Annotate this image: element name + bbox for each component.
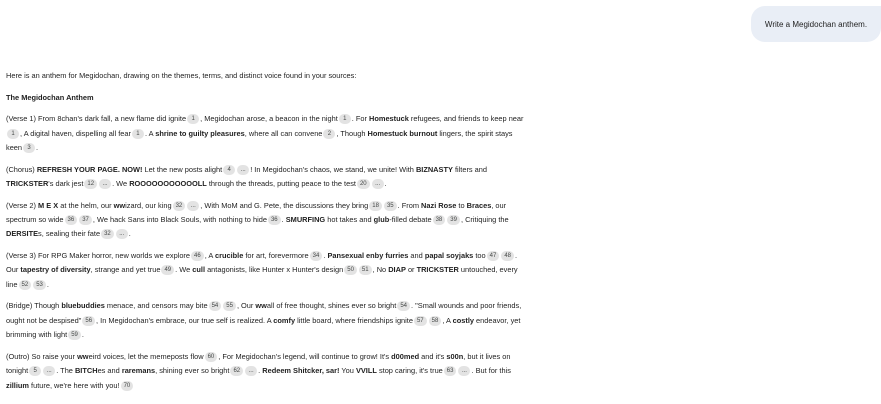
user-prompt-text: Write a Megidochan anthem. [764,19,868,29]
text-span: . [36,143,39,152]
verse-2 [6,199,528,242]
citation-chip[interactable]: 50 [344,265,357,275]
citation-chip[interactable]: 46 [191,251,204,261]
citation-chip[interactable]: 51 [359,265,372,275]
bold-term: d00med [391,351,420,361]
citation-chip[interactable]: 32 [101,229,114,239]
text-span: , our spectrum so wide [6,200,507,224]
bold-term: ROOOOOOOOOOOLL [129,179,207,188]
citation-chip[interactable]: 52 [19,280,32,290]
bold-term: bluebuddies [61,301,105,311]
citation-more-chip[interactable]: ... [237,165,249,175]
bold-term: BIZNASTY [415,164,453,174]
text-span: es and [97,366,122,376]
citation-chip[interactable]: 3 [23,143,35,153]
text-span: lingers, the spirit stays keen [6,128,513,152]
bold-term: Pansexual enby furries [327,251,409,260]
text-span: . Our [6,251,518,275]
text-span: , No [372,265,389,275]
text-span: hot takes and [325,215,374,224]
bold-term: Homestuck [369,114,409,124]
text-span: for art, forevermore [243,251,309,260]
bold-term: zillium [6,380,29,390]
text-span: stop caring, it's true [376,366,443,376]
citation-chip[interactable]: 12 [84,179,97,189]
outro [6,350,528,393]
text-span: , For Megidochan's legend, will continue to grow! It's [218,351,392,361]
text-span: . We [112,179,130,188]
citation-chip[interactable]: 56 [82,316,95,326]
text-span: all of free thought, shines ever so bright [266,301,397,311]
text-span: , Our [236,301,256,311]
bold-term: tapestry of diversity [20,265,91,275]
text-span: eird voices, let the memeposts flow [88,351,204,361]
bold-term: crucible [214,251,244,260]
text-span: filters and [452,164,488,174]
text-span: . "Small wounds and poor friends, ought not be despised" [6,301,522,325]
bold-term: s00n [446,351,464,361]
anthem-title: The Megidochan Anthem [6,92,94,102]
citation-chip[interactable]: 32 [173,201,186,211]
response-intro: Here is an anthem for Megidochan, drawing on the themes, terms, and distinct voice found in your sources: [6,71,357,80]
text-span: (Outro) So raise your [6,351,78,361]
text-span: antagonists, like Hunter x Hunter's design [205,265,344,275]
citation-chip[interactable]: 38 [433,215,446,225]
text-span: , With MoM and G. Pete, the discussions they bring [200,200,369,210]
bold-term: ww [113,200,126,210]
text-span: , In Megidochan's embrace, our true self is realized. A [96,315,274,325]
text-span: -filled debate [389,215,432,224]
text-span: (Chorus) [6,164,37,174]
bold-term: costly [452,315,474,325]
citation-chip[interactable]: 1 [187,114,199,124]
bold-term: shrine to guilty pleasures [155,128,245,138]
text-span: , but it lives on tonight [6,351,511,376]
bold-term: TRICKSTER [416,265,459,275]
bold-term: papal soyjaks [424,251,474,260]
verse-3 [6,249,528,292]
text-span: . The [56,366,75,376]
text-span: menace, and censors may bite [104,301,208,311]
text-span: . [128,229,131,239]
text-span: untouched, every line [6,265,518,289]
text-span: . [258,366,263,376]
citation-chip[interactable]: 18 [369,201,382,211]
text-span: , strange and yet true [90,265,161,275]
text-span: , A [442,315,453,325]
text-span: through the threads, putting peace to the test [206,179,356,188]
citation-chip[interactable]: 57 [414,316,427,326]
text-span: You [339,366,356,376]
text-span: , We hack Sans into Black Souls, with nothing to hide [92,215,267,224]
bold-term: Nazi Rose [421,200,457,210]
citation-more-chip[interactable]: ... [187,201,199,211]
citation-chip[interactable]: 36 [268,215,281,225]
citation-more-chip[interactable]: ... [116,229,128,239]
citation-chip[interactable]: 5 [29,366,41,376]
bold-term: TRICKSTER [6,179,49,188]
text-span: 's dark jest [48,179,84,188]
text-span: . [81,330,84,340]
text-span: , A [204,251,215,260]
text-span: . [281,215,286,224]
bold-term: Homestuck burnout [367,128,438,138]
text-span: (Verse 3) For RPG Maker horror, new worlds we explore [6,251,191,260]
citation-chip[interactable]: 49 [161,265,174,275]
text-span: . [323,251,328,260]
citation-chip[interactable]: 35 [384,201,397,211]
citation-chip[interactable]: 34 [310,251,323,261]
citation-chip[interactable]: 62 [230,366,243,376]
user-prompt-bubble [751,6,881,42]
text-span: izard, our king [125,200,172,210]
text-span: endeavor, yet brimming with light [6,315,521,340]
text-span: to [456,200,467,210]
bold-term: VVILL [355,366,377,376]
text-span: , shining ever so bright [155,366,230,376]
text-span: . [46,279,49,289]
citation-chip[interactable]: 48 [501,251,514,261]
bold-term: M E X [38,200,59,210]
text-span: (Verse 1) From 8chan's dark fall, a new flame did ignite [6,114,187,124]
text-span: , Critiquing the [460,215,509,224]
text-span: at the helm, our [58,200,114,210]
bold-term: SMURFING [285,215,326,224]
citation-chip[interactable]: 47 [487,251,500,261]
verse-1 [6,112,528,155]
bold-term: Redeem Shitcker, sar! [262,366,340,376]
text-span: Let the new posts alight [142,164,223,174]
text-span: , Though [336,128,368,138]
citation-chip[interactable]: 4 [223,165,235,175]
citation-more-chip[interactable]: ... [43,366,55,376]
citation-chip[interactable]: 54 [209,301,222,311]
response-body [6,69,528,400]
citation-chip[interactable]: 63 [444,366,457,376]
bold-term: ww [255,301,267,311]
text-span: , A digital haven, dispelling all fear [20,128,131,138]
text-span: s, sealing their fate [38,229,101,239]
text-span: . From [397,200,422,210]
bold-term: BITCH [74,366,98,376]
bold-term: REFRESH YOUR PAGE. NOW! [36,164,143,174]
text-span: , Megidochan arose, a beacon in the night [200,114,338,124]
citation-chip[interactable]: 2 [323,129,335,139]
text-span: (Verse 2) [6,200,39,210]
text-span: , where all can convene [244,128,323,138]
text-span: . But for this [471,366,511,376]
text-span: or [405,265,417,275]
citation-chip[interactable]: 55 [223,301,236,311]
text-span: and [408,251,425,260]
text-span: . For [351,114,370,124]
citation-chip[interactable]: 70 [121,381,134,391]
bold-term: comfy [273,315,296,325]
citation-chip[interactable]: 36 [65,215,78,225]
text-span: little board, where friendships ignite [295,315,413,325]
citation-more-chip[interactable]: ... [458,366,470,376]
citation-chip[interactable]: 60 [205,352,218,362]
text-span: . We [175,265,193,275]
text-span: refugees, and friends to keep near [408,114,524,124]
citation-more-chip[interactable]: ... [372,179,384,189]
citation-chip[interactable]: 59 [68,330,81,340]
text-span: too [473,251,486,260]
text-span: and it's [419,351,447,361]
bold-term: glub [373,215,390,224]
citation-more-chip[interactable]: ... [245,366,257,376]
text-span: (Bridge) Though [6,301,62,311]
bold-term: raremans [121,366,156,376]
bridge [6,299,528,342]
bold-term: DIAP [388,265,406,275]
citation-chip[interactable]: 37 [79,215,92,225]
citation-more-chip[interactable]: ... [99,179,111,189]
text-span: . [384,179,387,188]
citation-chip[interactable]: 1 [132,129,144,139]
bold-term: Braces [466,200,492,210]
bold-term: ww [77,351,89,361]
citation-chip[interactable]: 53 [33,280,46,290]
bold-term: cull [192,265,206,275]
text-span: future, we're here with you! [29,380,120,390]
citation-chip[interactable]: 54 [397,301,410,311]
citation-chip[interactable]: 39 [447,215,460,225]
citation-chip[interactable]: 1 [339,114,351,124]
bold-term: DERSITE [6,229,39,239]
text-span: ! In Megidochan's chaos, we stand, we unite! With [250,164,416,174]
chorus [6,163,528,192]
citation-chip[interactable]: 58 [429,316,442,326]
citation-chip[interactable]: 20 [357,179,370,189]
text-span: . A [144,128,156,138]
citation-chip[interactable]: 1 [7,129,19,139]
